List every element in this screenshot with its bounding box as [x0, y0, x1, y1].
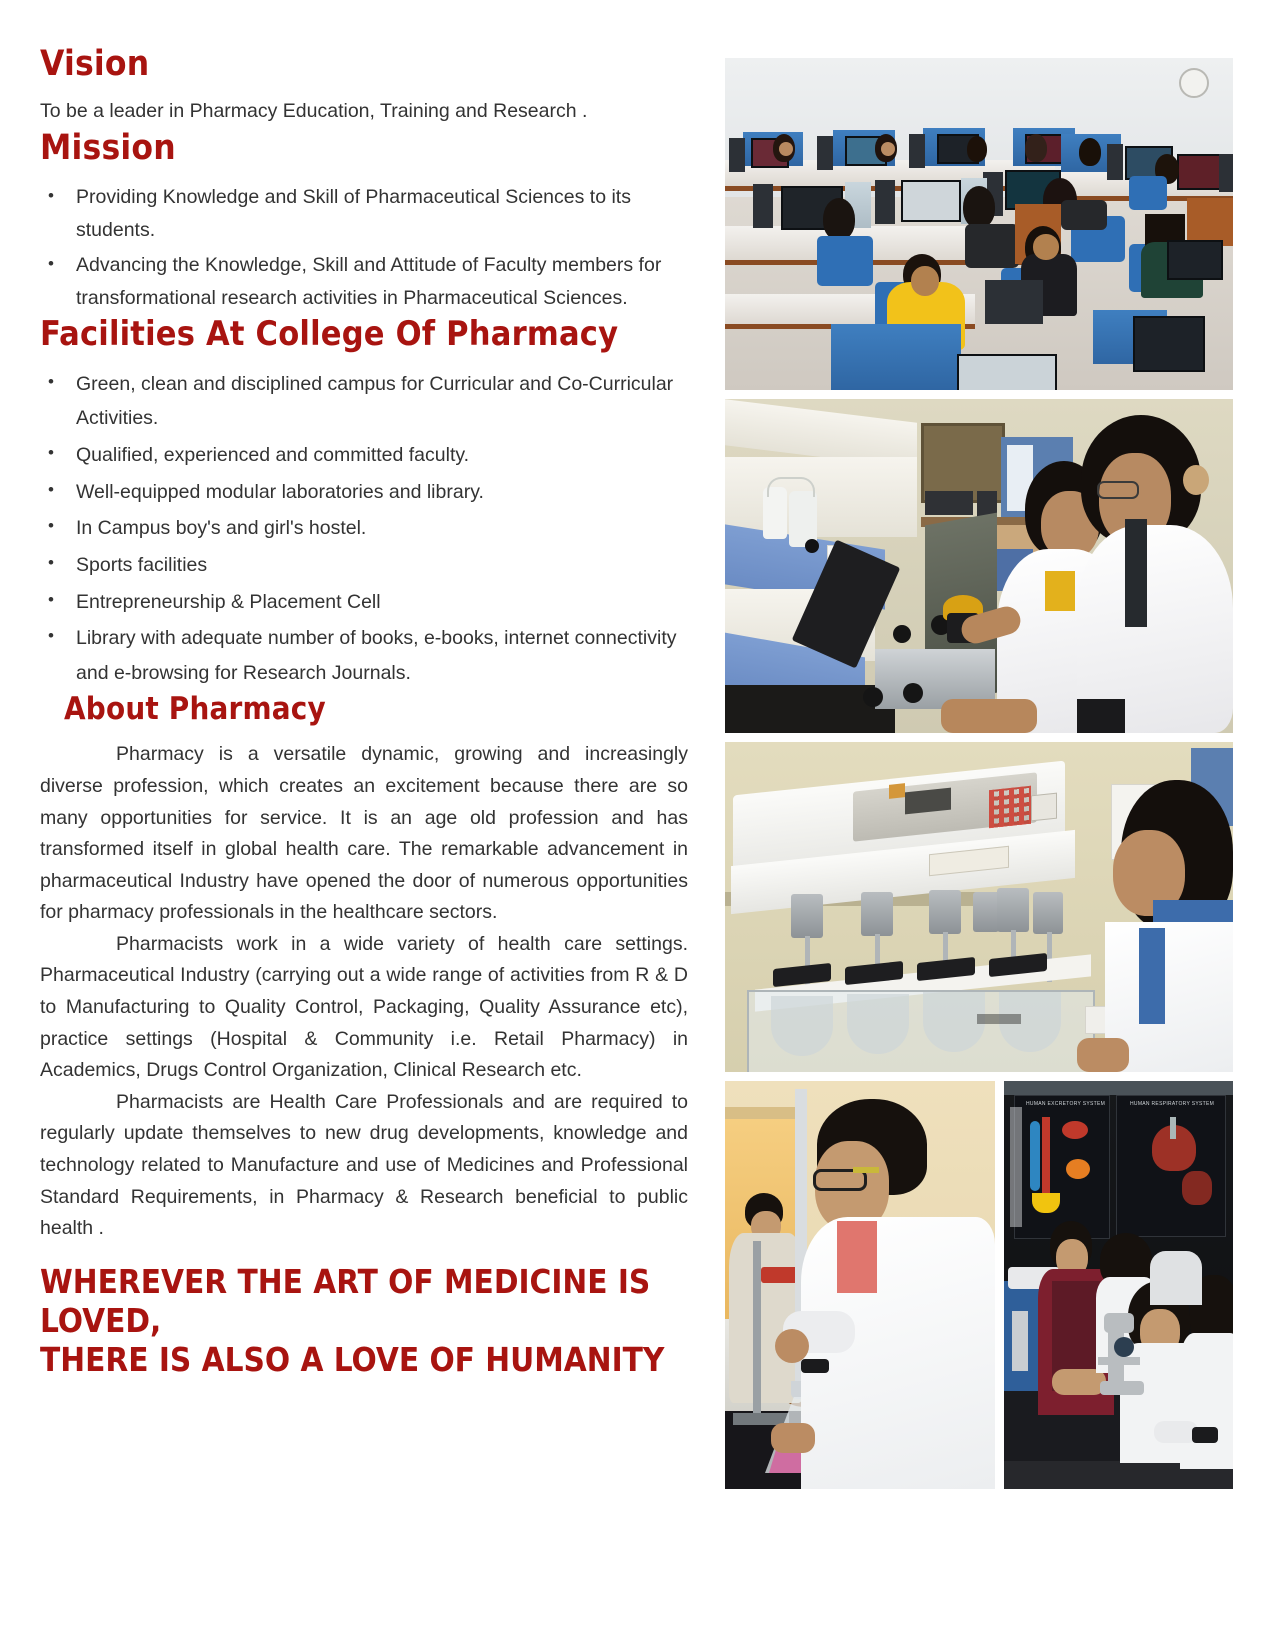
about-pharmacy-heading: About Pharmacy	[64, 690, 326, 727]
photo-row-bottom	[725, 1081, 1233, 1489]
text-column	[40, 46, 688, 1380]
list-item: • Sports facilities	[40, 548, 688, 583]
computer-lab-photo	[725, 58, 1233, 390]
mission-bullet-list	[40, 181, 688, 316]
microscopy-lab-photo: HUMAN EXCRETORY SYSTEM HUMAN RESPIRATORY SYSTEM	[1004, 1081, 1233, 1489]
list-item: • Providing Knowledge and Skill of Pharmaceutical Sciences to its students.	[40, 181, 688, 248]
vision-heading: Vision	[40, 44, 150, 84]
about-paragraph-2: Pharmacists work in a wide variety of health care settings. Pharmaceutical Industry (carrying out a wide range of activities from R & D to Manufacturing to Quality Control, Packaging, Quality Assurance etc), practice settings (Hospital & Community i.e. Retail Pharmacy) in Academics, Drugs Control Organization, Clinical Research etc.	[40, 932, 688, 1082]
vision-text: To be a leader in Pharmacy Education, Training and Research .	[40, 99, 588, 122]
list-item: • Library with adequate number of books, e-books, internet connectivity and e-browsing for Research Journals.	[40, 621, 688, 690]
facilities-bullet-list	[40, 367, 688, 691]
list-item: • Qualified, experienced and committed faculty.	[40, 438, 688, 473]
tablet-machine-lab-photo	[725, 399, 1233, 733]
about-paragraph-3: Pharmacists are Health Care Professionals and are required to regularly update themselves to new drug developments, knowledge and technology related to Manufacture and use of Medicines and Professional Standard Requirements, in Pharmacy & Research beneficial to public health .	[40, 1090, 688, 1240]
quote-line-2: THERE IS ALSO A LOVE OF HUMANITY	[40, 1339, 665, 1379]
titration-lab-photo	[725, 1081, 995, 1489]
dissolution-apparatus-photo	[725, 742, 1233, 1072]
mission-heading: Mission	[40, 128, 176, 168]
list-item: • In Campus boy's and girl's hostel.	[40, 511, 688, 546]
facilities-heading: Facilities At College Of Pharmacy	[40, 313, 619, 354]
quote-line-1: WHEREVER THE ART OF MEDICINE IS LOVED,	[40, 1261, 651, 1340]
list-item: • Well-equipped modular laboratories and library.	[40, 475, 688, 510]
list-item: • Green, clean and disciplined campus for Curricular and Co-Curricular Activities.	[40, 367, 688, 436]
list-item: • Advancing the Knowledge, Skill and Attitude of Faculty members for transformational research activities in Pharmaceutical Sciences.	[40, 249, 688, 316]
about-paragraph-1: Pharmacy is a versatile dynamic, growing and increasingly diverse profession, which creates an excitement because there are so many opportunities for service. It is an age old profession and has transformed itself in global health care. The remarkable advancement in pharmaceutical Industry have opened the door of numerous opportunities for pharmacy professionals in the healthcare sectors.	[40, 743, 688, 924]
closing-quote	[40, 1263, 688, 1380]
list-item: • Entrepreneurship & Placement Cell	[40, 585, 688, 620]
photo-column	[725, 58, 1233, 1489]
